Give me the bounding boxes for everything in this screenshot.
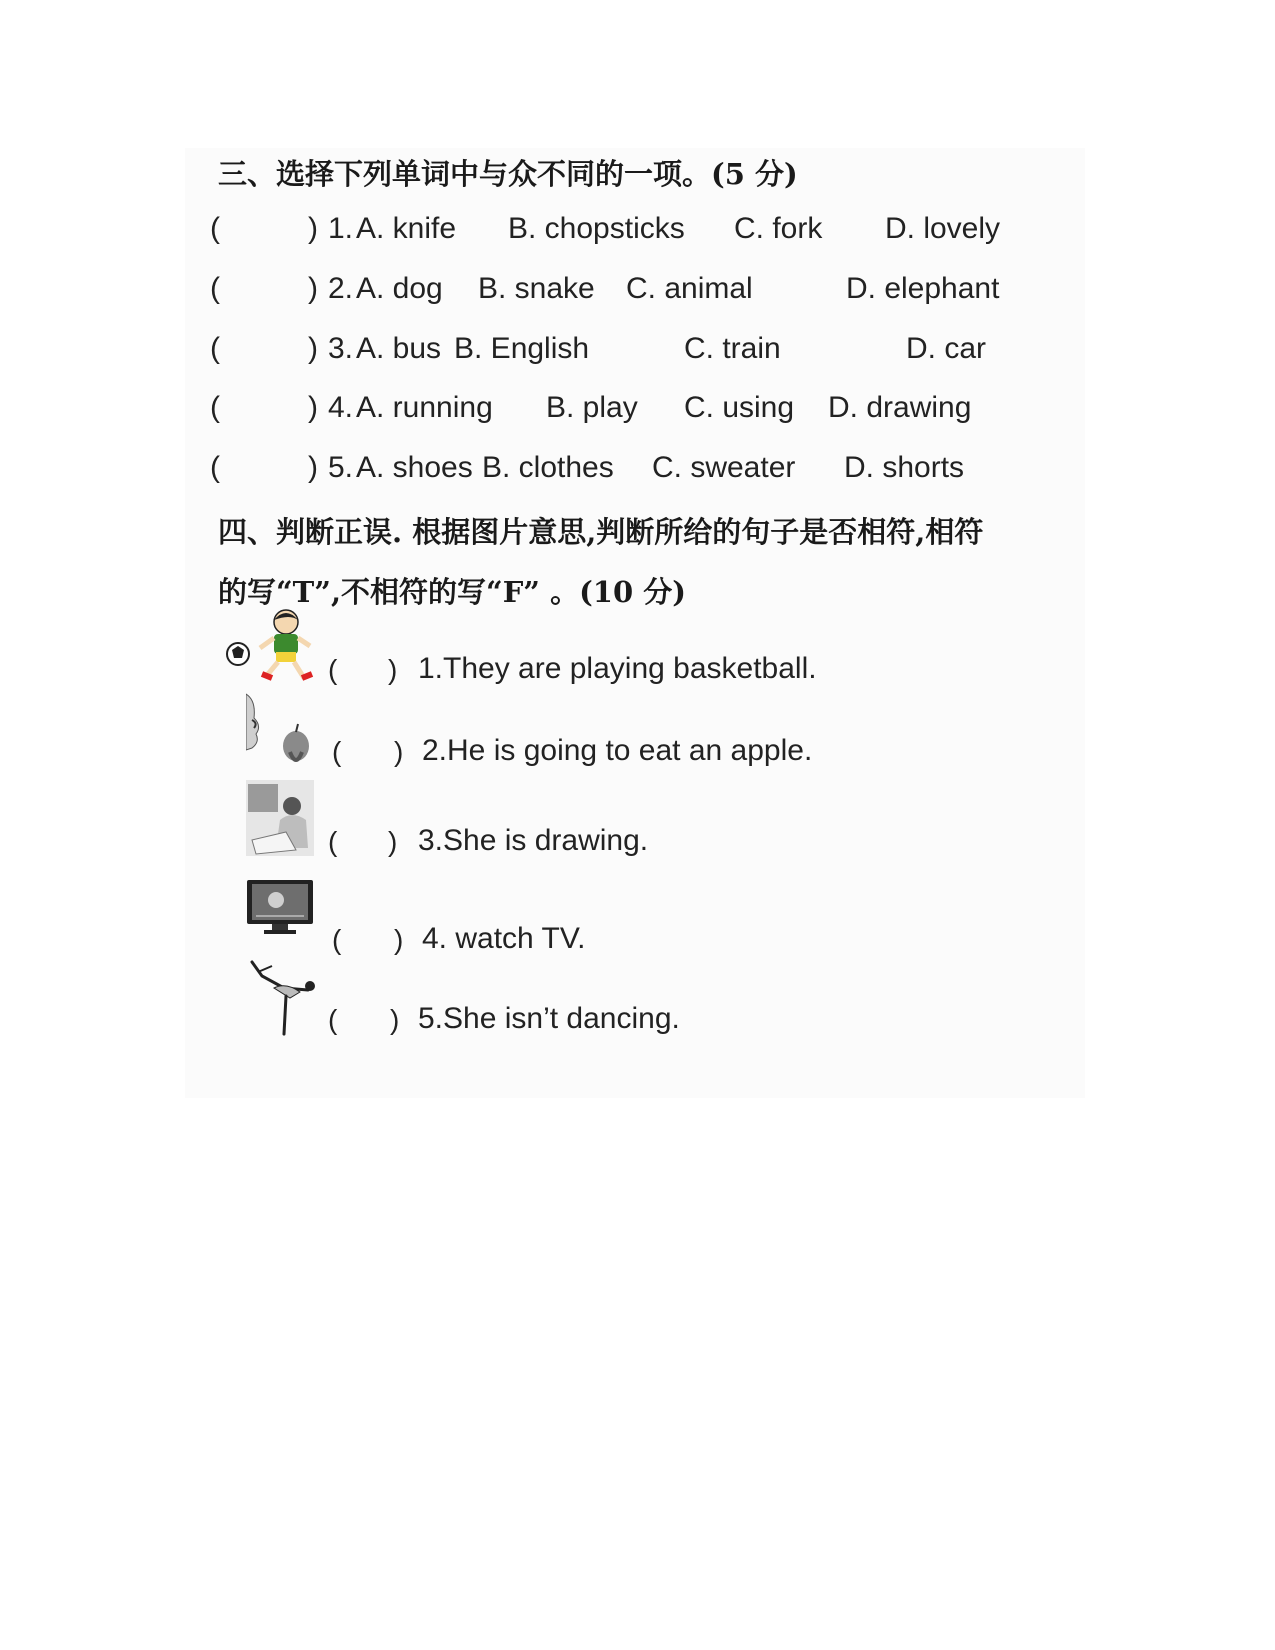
option-a: A. bus [356,332,442,365]
option-b: B. snake [478,272,595,305]
option-d: D. drawing [828,391,972,424]
answer-paren-open: ( [328,654,338,685]
dancing-girl-picture [246,958,316,1038]
answer-paren-close: ) [308,451,318,484]
answer-paren-close: ) [388,826,398,857]
option-a: A. shoes [356,451,473,484]
option-c: C. sweater [652,451,796,484]
answer-paren-open: ( [332,924,342,955]
answer-paren-open: ( [210,332,220,365]
question-number: 5. [328,451,354,484]
boy-playing-football-picture [224,608,314,688]
girl-drawing-picture [246,780,314,856]
answer-paren-open: ( [210,451,220,484]
answer-paren-close: ) [394,736,404,767]
option-b: B. chopsticks [508,212,685,245]
choice-question-2 [210,272,1058,312]
statement-text: 5.She isn’t dancing. [418,1002,680,1035]
judge-question-5 [246,958,946,1038]
section4-heading-line2: 的写“T”,不相符的写“F” 。(10 分) [218,575,686,609]
option-c: C. animal [626,272,753,305]
answer-paren-close: ) [394,924,404,955]
option-d: D. lovely [885,212,1001,245]
answer-paren-close: ) [308,332,318,365]
option-b: B. clothes [482,451,614,484]
statement-text: 4. watch TV. [422,922,586,955]
choice-question-3 [210,332,1058,372]
choice-question-4 [210,391,1058,431]
answer-paren-open: ( [328,826,338,857]
answer-paren-open: ( [210,212,220,245]
option-c: C. fork [734,212,823,245]
answer-paren-close: ) [308,272,318,305]
question-number: 2. [328,272,354,305]
answer-paren-close: ) [308,391,318,424]
judge-question-3 [246,780,946,860]
option-d: D. shorts [844,451,965,484]
judge-question-1 [224,608,924,688]
option-b: B. play [546,391,638,424]
section3-heading: 三、选择下列单词中与众不同的一项。(5 分) [218,157,798,191]
statement-text: 2.He is going to eat an apple. [422,734,813,767]
answer-paren-close: ) [308,212,318,245]
option-a: A. running [356,391,493,424]
option-d: D. elephant [846,272,1000,305]
judge-question-2 [246,690,946,770]
option-b: B. English [454,332,590,365]
option-a: A. knife [356,212,457,245]
answer-paren-open: ( [210,272,220,305]
statement-text: 3.She is drawing. [418,824,649,857]
answer-paren-open: ( [328,1004,338,1035]
answer-paren-close: ) [388,654,398,685]
apple-eating-picture [246,690,321,770]
question-number: 4. [328,391,354,424]
answer-paren-open: ( [210,391,220,424]
tv-picture [246,878,314,938]
answer-paren-open: ( [332,736,342,767]
answer-paren-close: ) [390,1004,400,1035]
option-d: D. car [906,332,987,365]
choice-question-5 [210,451,1058,491]
option-c: C. train [684,332,781,365]
question-number: 3. [328,332,354,365]
option-a: A. dog [356,272,443,305]
question-number: 1. [328,212,354,245]
choice-question-1 [210,212,1058,252]
judge-question-4 [246,878,946,958]
option-c: C. using [684,391,795,424]
statement-text: 1.They are playing basketball. [418,652,817,685]
section4-heading-line1: 四、判断正误. 根据图片意思,判断所给的句子是否相符,相符 [218,515,984,549]
